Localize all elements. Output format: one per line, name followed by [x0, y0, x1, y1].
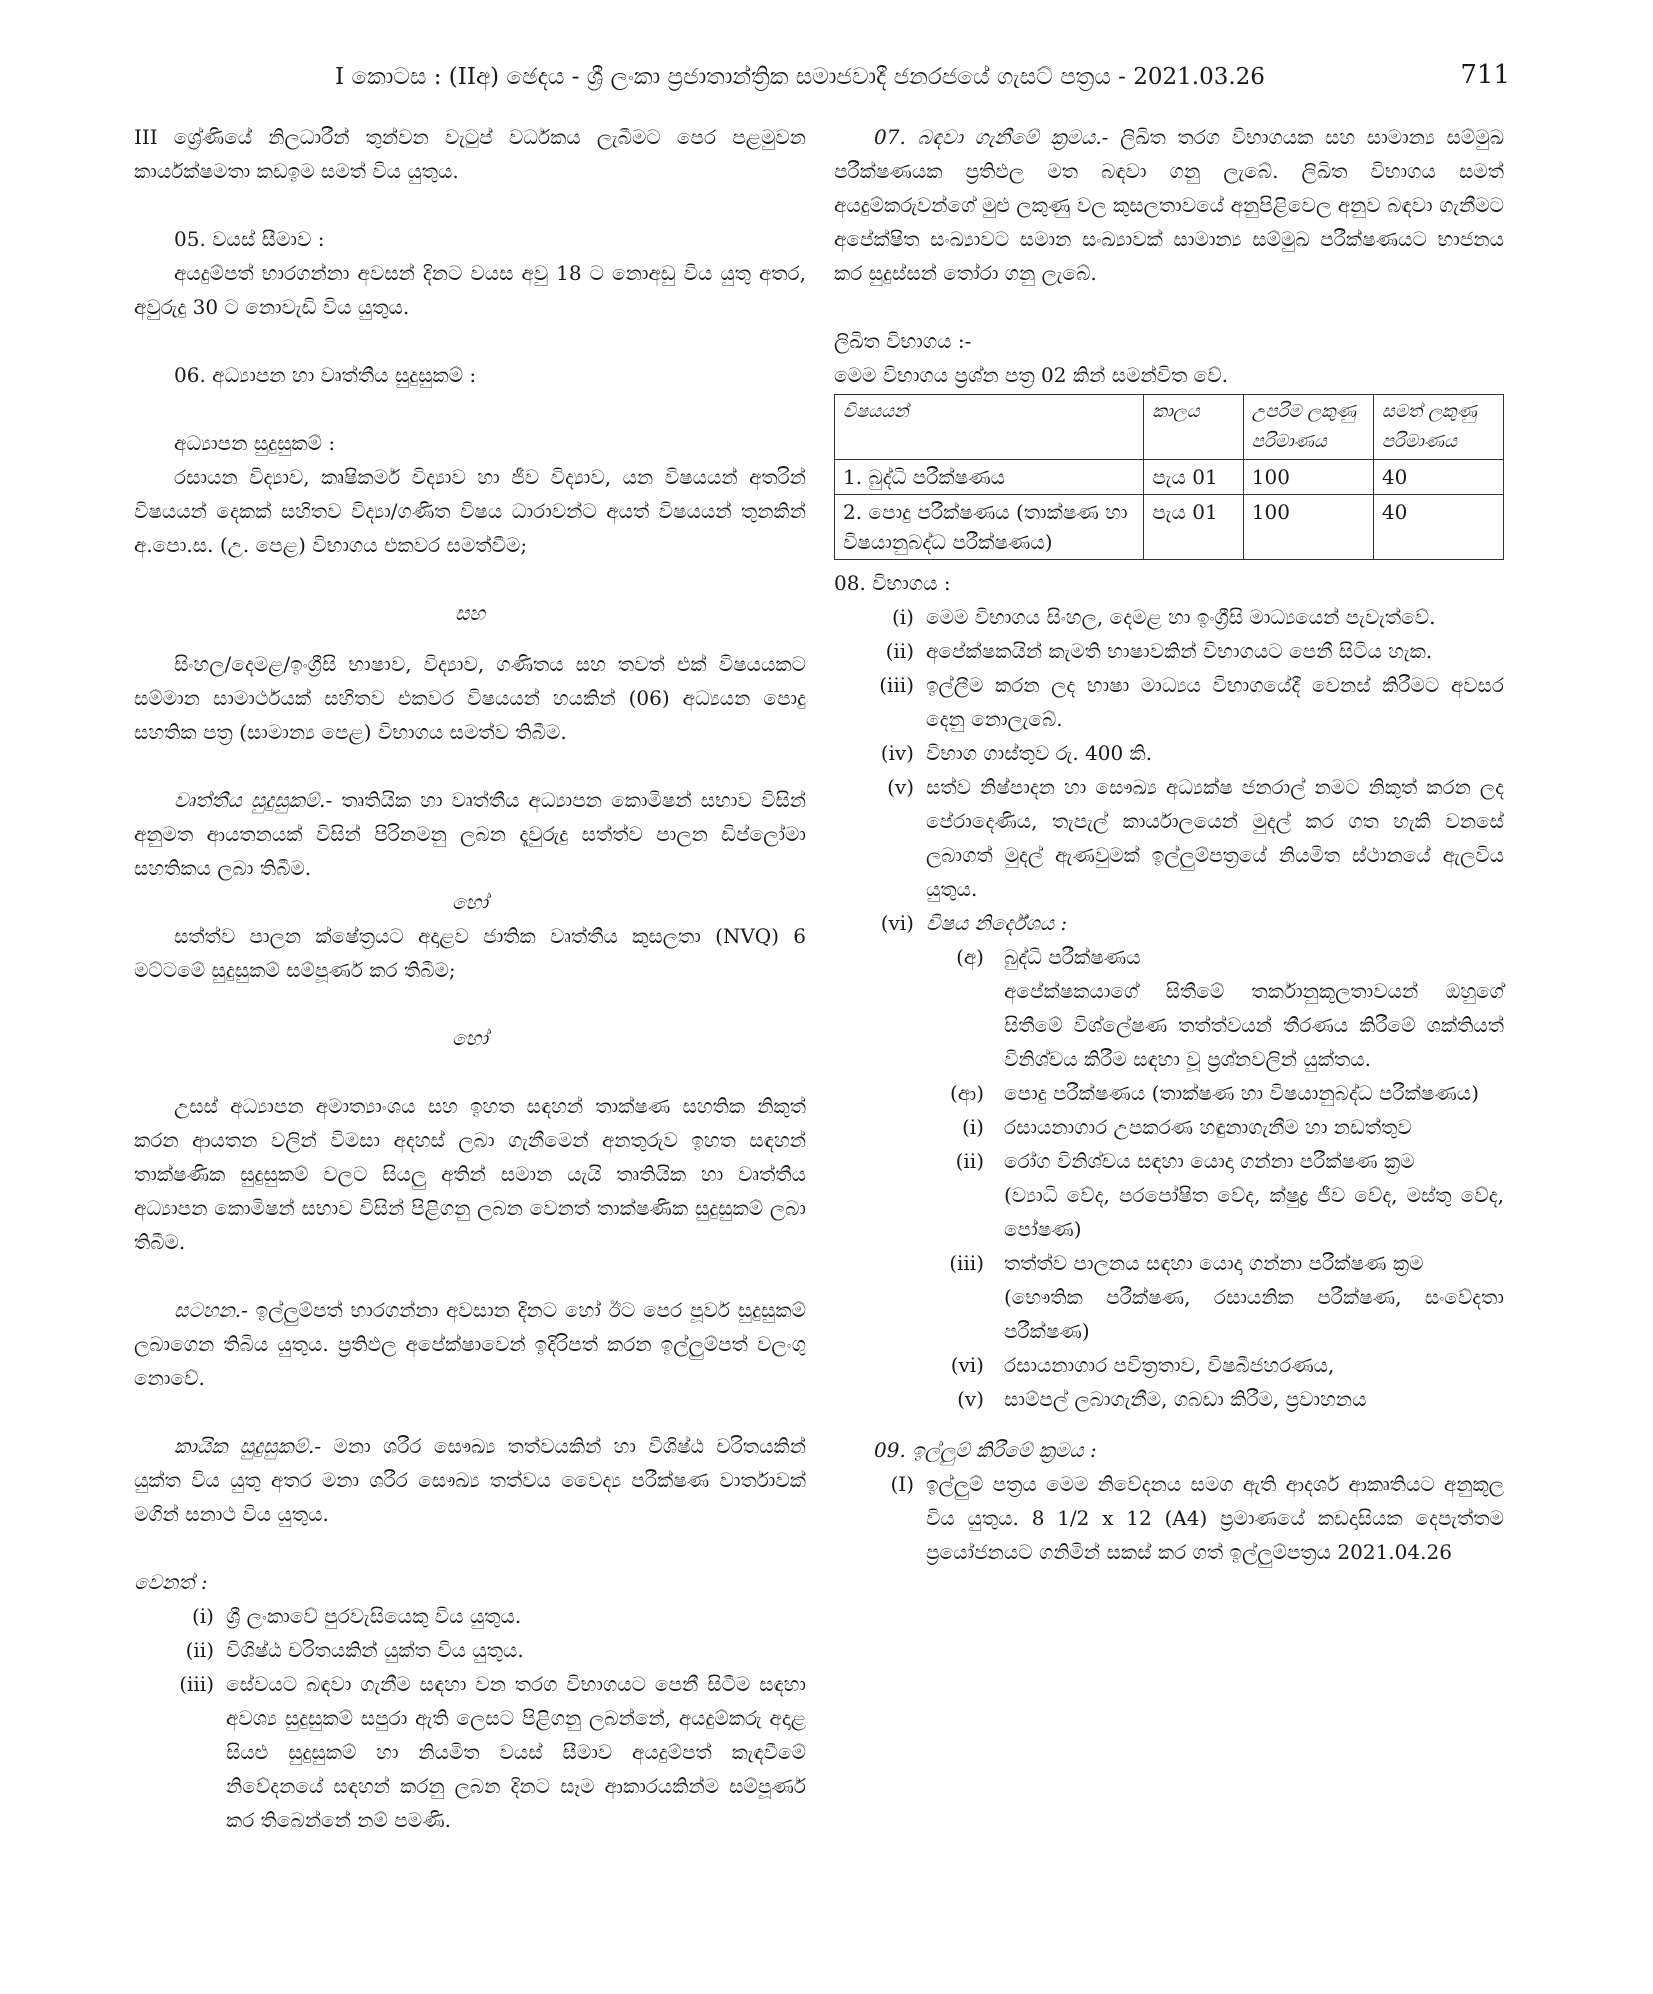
higher-education-text: උසස් අධ්‍යාපන අමාත්‍යාංශය සහ ඉහත සඳහන් තාක්ෂණ සහතික නිකුත් කරන ආයතන වලින් විමසා අදහස් ලබා ගැනීමෙන් අනතුරුව ඉහත සඳහන් තාක්ෂණික සුදුසුකම් වලට සියලු අතින් සමාන යැයි තෘතියික හා වෘත්තීය අධ්‍යාපන කොමිෂන් සභාව විසින් පිළිගනු ලබන වෙනත් තාක්ෂණික සුදුසුකම් ලබා තිබීම.	[134, 1094, 806, 1254]
vocational-text: තෘතියික හා වෘත්තීය අධ්‍යාපන කොමිෂන් සභාව විසින් අනුමත ආයතනයක් විසින් පිරිනමනු ලබන දෑවුරුදු සත්ත්ව පාලන ඩිප්ලෝමා සහතිකය ලබා තිබීම.	[134, 788, 806, 880]
ol-text: සිංහල/දෙමළ/ඉංග්‍රීසි භාෂාව, විද්‍යාව, ගණිතය සහ තවත් එක් විෂයයකට සම්මාන සාමාර්ථයක් සහිතව එකවර විෂයයන් හයකින් (06) අධ්‍යයන පොදු සහතික පත්‍ර (සාමාන්‍ය පෙළ) විභාගය සමත්ව තිබීම.	[134, 652, 806, 744]
list-item: (i) ශ්‍රී ලංකාවේ පුරවැසියෙකු විය යුතුය.	[191, 1604, 522, 1628]
table-cell: 100	[1243, 495, 1373, 560]
exam-list	[834, 600, 1504, 940]
table-header: උපරිම ලකුණු පරිමාණය	[1243, 395, 1373, 460]
or-separator-2: හෝ	[452, 1026, 488, 1050]
note-paragraph	[134, 1293, 806, 1395]
table-cell: පැය 01	[1144, 460, 1243, 495]
written-exam-heading: ලිඛිත විභාගය :-	[834, 329, 972, 353]
physical-text: මනා ශරීර සෞඛ්‍ය තත්වයකින් හා විශිෂ්ඨ චරිතයකින් යුක්ත විය යුතු අතර මනා ශරීර සෞඛ්‍ය තත්වය වෛද්‍ය පරීක්ෂණ වාර්තාවක් මගින් සනාථ විය යුතුය.	[134, 1434, 806, 1526]
note-text: ඉල්ලුම්පත් භාරගන්නා අවසාන දිනට හෝ ඊට පෙර පූර්ව සුදුසුකම් ලබාගෙන තිබිය යුතුය. ප්‍රතිඵල අපේක්ෂාවෙන් ඉදිරිපත් කරන ඉල්ලුම්පත් වලංගු නොවේ.	[134, 1298, 806, 1390]
or-separator-1: හෝ	[452, 890, 488, 914]
list-item: (iii) සේවයට බඳවා ගැනීම සඳහා වන තරග විභාගයට පෙනී සිටීම සඳහා අවශ්‍ය සුදුසුකම් සපුරා ඇති ලෙසට පිළිගනු ලබන්නේ, අයදුම්කරු අදාළ සියළු සුදුසුකම් හා නියමිත වයස් සීමාව අයදුම්පත් කැඳවීමේ නිවේදනයේ සඳහන් කරනු ලබන දිනට සෑම ආකාරයකින්ම සම්පූර්ණ කර තිබෙන්නේ නම් පමණි.	[179, 1672, 806, 1832]
exam-heading: 08. විභාගය :	[834, 571, 951, 595]
list-item: (v) සාම්පල් ලබාගැනීම, ගබඩා කිරීම, ප්‍රවාහනය	[957, 1387, 1367, 1411]
list-item: (ii) අපේක්ෂකයින් කැමති භාෂාවකින් විභාගයට පෙනී සිටිය හැක.	[885, 639, 1433, 663]
table-header: සමත් ලකුණු පරිමාණය	[1373, 395, 1503, 460]
table-cell: 100	[1243, 460, 1373, 495]
written-exam-subtext: මෙම විභාගය ප්‍රශ්න පත්‍ර 02 කින් සමන්විත වේ.	[834, 363, 1229, 387]
list-item: (ii) විශිෂ්ඨ චරිතයකින් යුක්ත විය යුතුය.	[185, 1638, 524, 1662]
physical-paragraph	[134, 1429, 806, 1531]
page-number: 711	[1460, 60, 1510, 90]
list-item: (i) මෙම විභාගය සිංහල, දෙමළ හා ඉංග්‍රීසි මාධ්‍යයෙන් පැවැත්වේ.	[891, 605, 1436, 629]
intro-paragraph: III ශ්‍රේණියේ නිලධාරීන් තුන්වන වැටුප් වර්ධකය ලැබීමට පෙර පළමුවන කාර්යක්ෂමතා කඩඉම සමත් විය යුතුය.	[134, 125, 806, 183]
page-header	[130, 60, 1510, 100]
syllabus-section	[834, 940, 1504, 1416]
nvq-text: සත්ත්ව පාලන ක්ෂේත්‍රයට අදාළව ජාතික වෘත්තීය කුසලතා (NVQ) 6 මට්ටමේ සුදුසුකම් සම්පූර්ණ කර තිබීම;	[134, 924, 806, 982]
physical-label: කායික සුදුසුකම්.-	[174, 1434, 322, 1458]
table-cell: 40	[1373, 495, 1503, 560]
list-item: (iii) ඉල්ලීම කරන ලද භාෂා මාධ්‍යය විභාගයේදී වෙනස් කිරීමට අවසර දෙනු නොලැබේ.	[879, 673, 1504, 731]
left-column	[134, 120, 806, 1837]
list-item: (iii) තත්ත්ව පාලනය සඳහා යොදා ගන්නා පරීක්ෂණ ක්‍රම	[949, 1251, 1424, 1275]
recruitment-paragraph	[834, 120, 1504, 290]
syllabus-a-text: අපේක්ෂකයාගේ සිතීමේ තර්කානුකූලතාවයන් ඔහුගේ සිතීමේ විශ්ලේෂණ තත්ත්වයන් තීරණය කිරීමේ ශක්තියත් විනිශ්චය කිරීම සඳහා වූ ප්‍රශ්නවලින් යුක්තය.	[1004, 979, 1504, 1071]
other-heading: වෙනත් :	[134, 1570, 208, 1594]
table-header: කාලය	[1144, 395, 1243, 460]
recruitment-text: ලිඛිත තරග විභාගයක සහ සාමාන්‍ය සම්මුඛ පරීක්ෂණයක ප්‍රතිඵල මත බඳවා ගනු ලැබේ. ලිඛිත විභාගය සමත් අයදුම්කරුවන්ගේ මුළු ලකුණු වල කුසලතාවයේ අනුපිළිවෙල අනුව බඳවා ගැනීමට අපේක්ෂිත සංඛ්‍යාවට සමාන සංඛ්‍යාවක් සාමාන්‍ය සම්මුඛ පරීක්ෂණයට භාජනය කර සුදුස්සන් තෝරා ගනු ලැබේ.	[834, 125, 1504, 285]
table-cell: 2. පොදු පරීක්ෂණය (තාක්ෂණ හා විෂයානුබද්ධ පරීක්ෂණය)	[835, 495, 1144, 560]
age-text: අයදුම්පත් භාරගන්නා අවසන් දිනට වයස අවු 18 ට නොඅඩු විය යුතු අතර, අවුරුදු 30 ට නොවැඩි විය යුතුය.	[134, 261, 806, 319]
apply-heading: 09. ඉල්ලුම් කිරීමේ ක්‍රමය :	[874, 1438, 1097, 1462]
list-item: (i) රසායනාගාර උපකරණ හඳුනාගැනීම හා නඩත්තුව	[961, 1115, 1412, 1139]
other-list	[134, 1599, 806, 1837]
list-item: (iv) විභාග ගාස්තුව රු. 400 කි.	[880, 741, 1153, 765]
syllabus-heading: (vi) විෂය නිර්දේශය :	[880, 911, 1068, 935]
table-header: විෂයයන්	[835, 395, 1144, 460]
table-cell: පැය 01	[1144, 495, 1243, 560]
vocational-paragraph	[134, 783, 806, 885]
table-row	[835, 460, 1504, 495]
education-text: රසායන විද්‍යාව, කෘෂිකර්ම විද්‍යාව හා ජීව විද්‍යාව, යන විෂයයන් අතරින් විෂයයන් දෙකක් සහිතව විද්‍යා/ගණිත විෂය ධාරාවන්ට අයත් විෂයයන් තුනකින් අ.පො.ස. (උ. පෙළ) විභාගය එකවර සමත්වීම;	[134, 465, 806, 557]
list-item-sub: (ව්‍යාධි වේද, පරපෝෂිත වේද, ක්ෂුද්‍ර ජීව වේද, මස්තු වේද, පෝෂණ)	[1004, 1183, 1504, 1241]
syllabus-b: (ආ) පොදු පරීක්ෂණය (තාක්ෂණ හා විෂයානුබද්ධ පරීක්ෂණය)	[949, 1081, 1479, 1105]
table-header-row	[835, 395, 1504, 460]
table-cell: 40	[1373, 460, 1503, 495]
exam-table	[834, 394, 1504, 560]
list-item: (ii) රෝග විනිශ්චය සඳහා යොදා ගන්නා පරීක්ෂණ ක්‍රම	[955, 1149, 1415, 1173]
vocational-label: වෘත්තීය සුදුසුකම්.-	[174, 788, 333, 812]
education-heading: අධ්‍යාපන සුදුසුකම් :	[174, 431, 336, 455]
list-item: (v) සත්ව නිෂ්පාදන හා සෞඛ්‍ය අධ්‍යක්ෂ ජනරාල් නමට නිකුත් කරන ලද පේරාදෙණිය, තැපැල් කාර්යාලයෙන් මුදල් කර ගත හැකි වනසේ ලබාගත් මුදල් ඇණවුමක් ඉල්ලුම්පත්‍රයේ නියමිත ස්ථානයේ ඇලවිය යුතුය.	[887, 775, 1504, 901]
table-row	[835, 495, 1504, 560]
age-heading: 05. වයස් සීමාව :	[174, 227, 325, 251]
syllabus-a: (අ) බුද්ධි පරීක්ෂණය	[956, 945, 1141, 969]
list-item: (vi) රසායනාගාර පවිත්‍රතාව, විෂබීජහරණය,	[950, 1353, 1335, 1377]
qualification-heading: 06. අධ්‍යාපන හා වෘත්තීය සුදුසුකම් :	[174, 363, 477, 387]
apply-item: (I) ඉල්ලුම් පත්‍රය මෙම නිවේදනය සමග ඇති ආදර්ශ ආකෘතියට අනුකූල විය යුතුය. 8 1/2 x 12 (A4) ප්‍රමාණයේ කඩදාසියක දෙපැත්තම ප්‍රයෝජනයට ගනිමින් සකස් කර ගත් ඉල්ලුම්පත්‍රය 2021.04.26	[890, 1472, 1504, 1564]
right-column	[834, 120, 1504, 1569]
recruitment-label: 07. බඳවා ගැනීමේ ක්‍රමය.-	[874, 125, 1109, 149]
note-label: සටහන.-	[174, 1298, 248, 1322]
and-separator: සහ	[454, 601, 486, 625]
list-item-sub: (භෞතික පරීක්ෂණ, රසායනික පරීක්ෂණ, සංවේදතා පරීක්ෂණ)	[1004, 1285, 1504, 1343]
table-cell: 1. බුද්ධි පරීක්ෂණය	[835, 460, 1144, 495]
header-title: I කොටස : (IIඅ) ඡෙදය - ශ්‍රී ලංකා ප්‍රජාතාන්ත්‍රික සමාජවාදී ජනරජයේ ගැසට් පත්‍රය - 2021.03.26	[335, 64, 1265, 90]
